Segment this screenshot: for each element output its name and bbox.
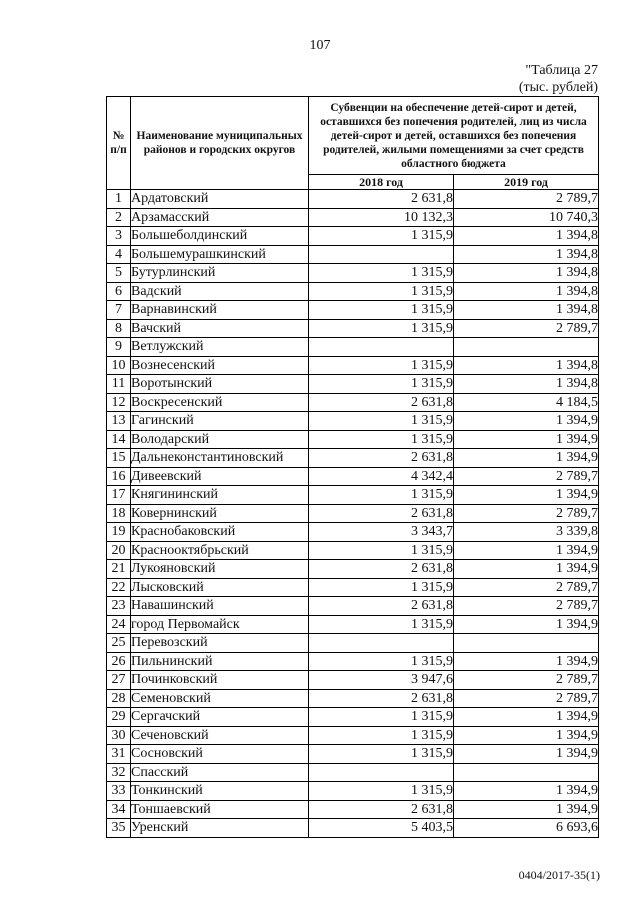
row-number: 9 xyxy=(107,338,131,357)
value-2019: 1 394,9 xyxy=(454,430,599,449)
table-row xyxy=(107,319,599,338)
value-2018: 4 342,4 xyxy=(309,467,454,486)
value-2019: 1 394,8 xyxy=(454,356,599,375)
value-2019: 2 789,7 xyxy=(454,671,599,690)
value-2019: 1 394,8 xyxy=(454,375,599,394)
table-row xyxy=(107,800,599,819)
table-row xyxy=(107,338,599,357)
value-2019: 1 394,9 xyxy=(454,745,599,764)
table-row xyxy=(107,412,599,431)
district-name: Гагинский xyxy=(131,412,309,431)
row-number: 24 xyxy=(107,615,131,634)
row-number: 4 xyxy=(107,245,131,264)
table-row xyxy=(107,782,599,801)
row-number: 15 xyxy=(107,449,131,468)
district-name: Княгининский xyxy=(131,486,309,505)
value-2018 xyxy=(309,245,454,264)
district-name: Тонкинский xyxy=(131,782,309,801)
district-name: Воскресенский xyxy=(131,393,309,412)
table-title: "Таблица 27 xyxy=(525,63,598,78)
value-2019: 1 394,9 xyxy=(454,708,599,727)
table-row xyxy=(107,745,599,764)
row-number: 31 xyxy=(107,745,131,764)
value-2018: 2 631,8 xyxy=(309,560,454,579)
row-number: 2 xyxy=(107,208,131,227)
table-row xyxy=(107,301,599,320)
value-2018: 1 315,9 xyxy=(309,486,454,505)
value-2018: 10 132,3 xyxy=(309,208,454,227)
document-code: 0404/2017-35(1) xyxy=(518,868,600,882)
district-name: Уренский xyxy=(131,819,309,838)
value-2018: 3 947,6 xyxy=(309,671,454,690)
row-number: 14 xyxy=(107,430,131,449)
header-year-2019: 2019 год xyxy=(454,175,599,190)
value-2019: 2 789,7 xyxy=(454,689,599,708)
value-2019: 1 394,9 xyxy=(454,412,599,431)
value-2018: 1 315,9 xyxy=(309,615,454,634)
value-2019: 1 394,9 xyxy=(454,615,599,634)
row-number: 30 xyxy=(107,726,131,745)
table-row xyxy=(107,375,599,394)
district-name: Дивеевский xyxy=(131,467,309,486)
table-row xyxy=(107,819,599,838)
table-caption xyxy=(519,62,598,96)
row-number: 35 xyxy=(107,819,131,838)
value-2018: 1 315,9 xyxy=(309,708,454,727)
row-number: 10 xyxy=(107,356,131,375)
row-number: 23 xyxy=(107,597,131,616)
row-number: 27 xyxy=(107,671,131,690)
row-number: 29 xyxy=(107,708,131,727)
district-name: Лысковский xyxy=(131,578,309,597)
value-2019: 1 394,9 xyxy=(454,449,599,468)
value-2019 xyxy=(454,763,599,782)
value-2019 xyxy=(454,338,599,357)
row-number: 1 xyxy=(107,190,131,209)
district-name: Спасский xyxy=(131,763,309,782)
value-2019: 1 394,9 xyxy=(454,560,599,579)
value-2019: 1 394,8 xyxy=(454,227,599,246)
table-row xyxy=(107,227,599,246)
row-number: 3 xyxy=(107,227,131,246)
table-row xyxy=(107,615,599,634)
header-number: № п/п xyxy=(107,97,131,190)
row-number: 5 xyxy=(107,264,131,283)
table-row xyxy=(107,652,599,671)
district-name: Сергачский xyxy=(131,708,309,727)
row-number: 34 xyxy=(107,800,131,819)
row-number: 13 xyxy=(107,412,131,431)
value-2018: 2 631,8 xyxy=(309,190,454,209)
row-number: 33 xyxy=(107,782,131,801)
table-row xyxy=(107,486,599,505)
row-number: 8 xyxy=(107,319,131,338)
value-2018: 2 631,8 xyxy=(309,504,454,523)
table-row xyxy=(107,430,599,449)
row-number: 22 xyxy=(107,578,131,597)
row-number: 6 xyxy=(107,282,131,301)
row-number: 7 xyxy=(107,301,131,320)
district-name: Вознесенский xyxy=(131,356,309,375)
table-row xyxy=(107,208,599,227)
district-name: Бутурлинский xyxy=(131,264,309,283)
value-2019: 1 394,9 xyxy=(454,726,599,745)
header-subvention: Субвенции на обеспечение детей-сирот и детей, оставшихся без попечения родителей, лиц из числа детей-сирот и детей, оставшихся без попечения родителей, жилыми помещениями за счет средств областного бюджета xyxy=(309,97,599,175)
value-2018: 1 315,9 xyxy=(309,745,454,764)
row-number: 28 xyxy=(107,689,131,708)
row-number: 19 xyxy=(107,523,131,542)
table-row xyxy=(107,245,599,264)
district-name: Перевозский xyxy=(131,634,309,653)
value-2019: 2 789,7 xyxy=(454,319,599,338)
row-number: 21 xyxy=(107,560,131,579)
value-2018: 2 631,8 xyxy=(309,449,454,468)
value-2018 xyxy=(309,763,454,782)
value-2019: 3 339,8 xyxy=(454,523,599,542)
value-2019: 1 394,8 xyxy=(454,282,599,301)
table-row xyxy=(107,763,599,782)
value-2018: 2 631,8 xyxy=(309,800,454,819)
value-2018: 1 315,9 xyxy=(309,356,454,375)
row-number: 18 xyxy=(107,504,131,523)
district-name: Ветлужский xyxy=(131,338,309,357)
district-name: Пильнинский xyxy=(131,652,309,671)
district-name: Арзамасский xyxy=(131,208,309,227)
value-2019: 6 693,6 xyxy=(454,819,599,838)
table-row xyxy=(107,689,599,708)
header-name: Наименование муниципальных районов и городских округов xyxy=(131,97,309,190)
value-2018: 2 631,8 xyxy=(309,597,454,616)
table-row xyxy=(107,560,599,579)
value-2019 xyxy=(454,634,599,653)
table-row xyxy=(107,597,599,616)
value-2019: 2 789,7 xyxy=(454,190,599,209)
header-year-2018: 2018 год xyxy=(309,175,454,190)
table-row xyxy=(107,449,599,468)
row-number: 32 xyxy=(107,763,131,782)
district-name: Большеболдинский xyxy=(131,227,309,246)
district-name: Сосновский xyxy=(131,745,309,764)
value-2018: 1 315,9 xyxy=(309,264,454,283)
value-2019: 2 789,7 xyxy=(454,504,599,523)
district-name: Тоншаевский xyxy=(131,800,309,819)
district-name: Семеновский xyxy=(131,689,309,708)
district-name: Варнавинский xyxy=(131,301,309,320)
row-number: 12 xyxy=(107,393,131,412)
district-name: Вадский xyxy=(131,282,309,301)
page-number: 107 xyxy=(309,38,331,53)
district-name: Большемурашкинский xyxy=(131,245,309,264)
value-2019: 1 394,9 xyxy=(454,541,599,560)
district-name: Володарский xyxy=(131,430,309,449)
district-name: Воротынский xyxy=(131,375,309,394)
value-2019: 1 394,9 xyxy=(454,800,599,819)
value-2018: 1 315,9 xyxy=(309,430,454,449)
table-row xyxy=(107,671,599,690)
district-name: Вачский xyxy=(131,319,309,338)
value-2019: 1 394,9 xyxy=(454,782,599,801)
table-row xyxy=(107,356,599,375)
value-2018 xyxy=(309,338,454,357)
value-2018: 1 315,9 xyxy=(309,412,454,431)
subvention-table xyxy=(106,96,599,838)
row-number: 17 xyxy=(107,486,131,505)
district-name: Дальнеконстантиновский xyxy=(131,449,309,468)
row-number: 26 xyxy=(107,652,131,671)
table-row xyxy=(107,708,599,727)
district-name: Починковский xyxy=(131,671,309,690)
value-2018: 2 631,8 xyxy=(309,393,454,412)
value-2018: 1 315,9 xyxy=(309,375,454,394)
value-2018: 1 315,9 xyxy=(309,782,454,801)
row-number: 16 xyxy=(107,467,131,486)
table-header xyxy=(107,97,599,190)
value-2019: 2 789,7 xyxy=(454,578,599,597)
value-2019: 1 394,9 xyxy=(454,486,599,505)
table-row xyxy=(107,264,599,283)
value-2019: 1 394,8 xyxy=(454,264,599,283)
table-row xyxy=(107,282,599,301)
table-row xyxy=(107,467,599,486)
table-row xyxy=(107,393,599,412)
value-2018: 1 315,9 xyxy=(309,227,454,246)
district-name: Сеченовский xyxy=(131,726,309,745)
value-2018: 2 631,8 xyxy=(309,689,454,708)
value-2018: 1 315,9 xyxy=(309,319,454,338)
value-2018: 1 315,9 xyxy=(309,726,454,745)
table-row xyxy=(107,541,599,560)
value-2019: 2 789,7 xyxy=(454,467,599,486)
value-2018 xyxy=(309,634,454,653)
value-2019: 2 789,7 xyxy=(454,597,599,616)
district-name: Ковернинский xyxy=(131,504,309,523)
value-2018: 5 403,5 xyxy=(309,819,454,838)
row-number: 20 xyxy=(107,541,131,560)
value-2019: 1 394,8 xyxy=(454,301,599,320)
value-2019: 10 740,3 xyxy=(454,208,599,227)
district-name: город Первомайск xyxy=(131,615,309,634)
value-2019: 4 184,5 xyxy=(454,393,599,412)
value-2018: 1 315,9 xyxy=(309,652,454,671)
district-name: Ардатовский xyxy=(131,190,309,209)
table-row xyxy=(107,634,599,653)
value-2018: 1 315,9 xyxy=(309,541,454,560)
value-2019: 1 394,9 xyxy=(454,652,599,671)
row-number: 25 xyxy=(107,634,131,653)
table-row xyxy=(107,523,599,542)
value-2018: 3 343,7 xyxy=(309,523,454,542)
value-2018: 1 315,9 xyxy=(309,282,454,301)
value-2018: 1 315,9 xyxy=(309,301,454,320)
row-number: 11 xyxy=(107,375,131,394)
table-body xyxy=(107,190,599,838)
table-row xyxy=(107,504,599,523)
district-name: Лукояновский xyxy=(131,560,309,579)
table-row xyxy=(107,578,599,597)
value-2019: 1 394,8 xyxy=(454,245,599,264)
table-units: (тыс. рублей) xyxy=(518,80,598,95)
table-row xyxy=(107,726,599,745)
district-name: Краснобаковский xyxy=(131,523,309,542)
table-row xyxy=(107,190,599,209)
district-name: Краснооктябрьский xyxy=(131,541,309,560)
district-name: Навашинский xyxy=(131,597,309,616)
value-2018: 1 315,9 xyxy=(309,578,454,597)
